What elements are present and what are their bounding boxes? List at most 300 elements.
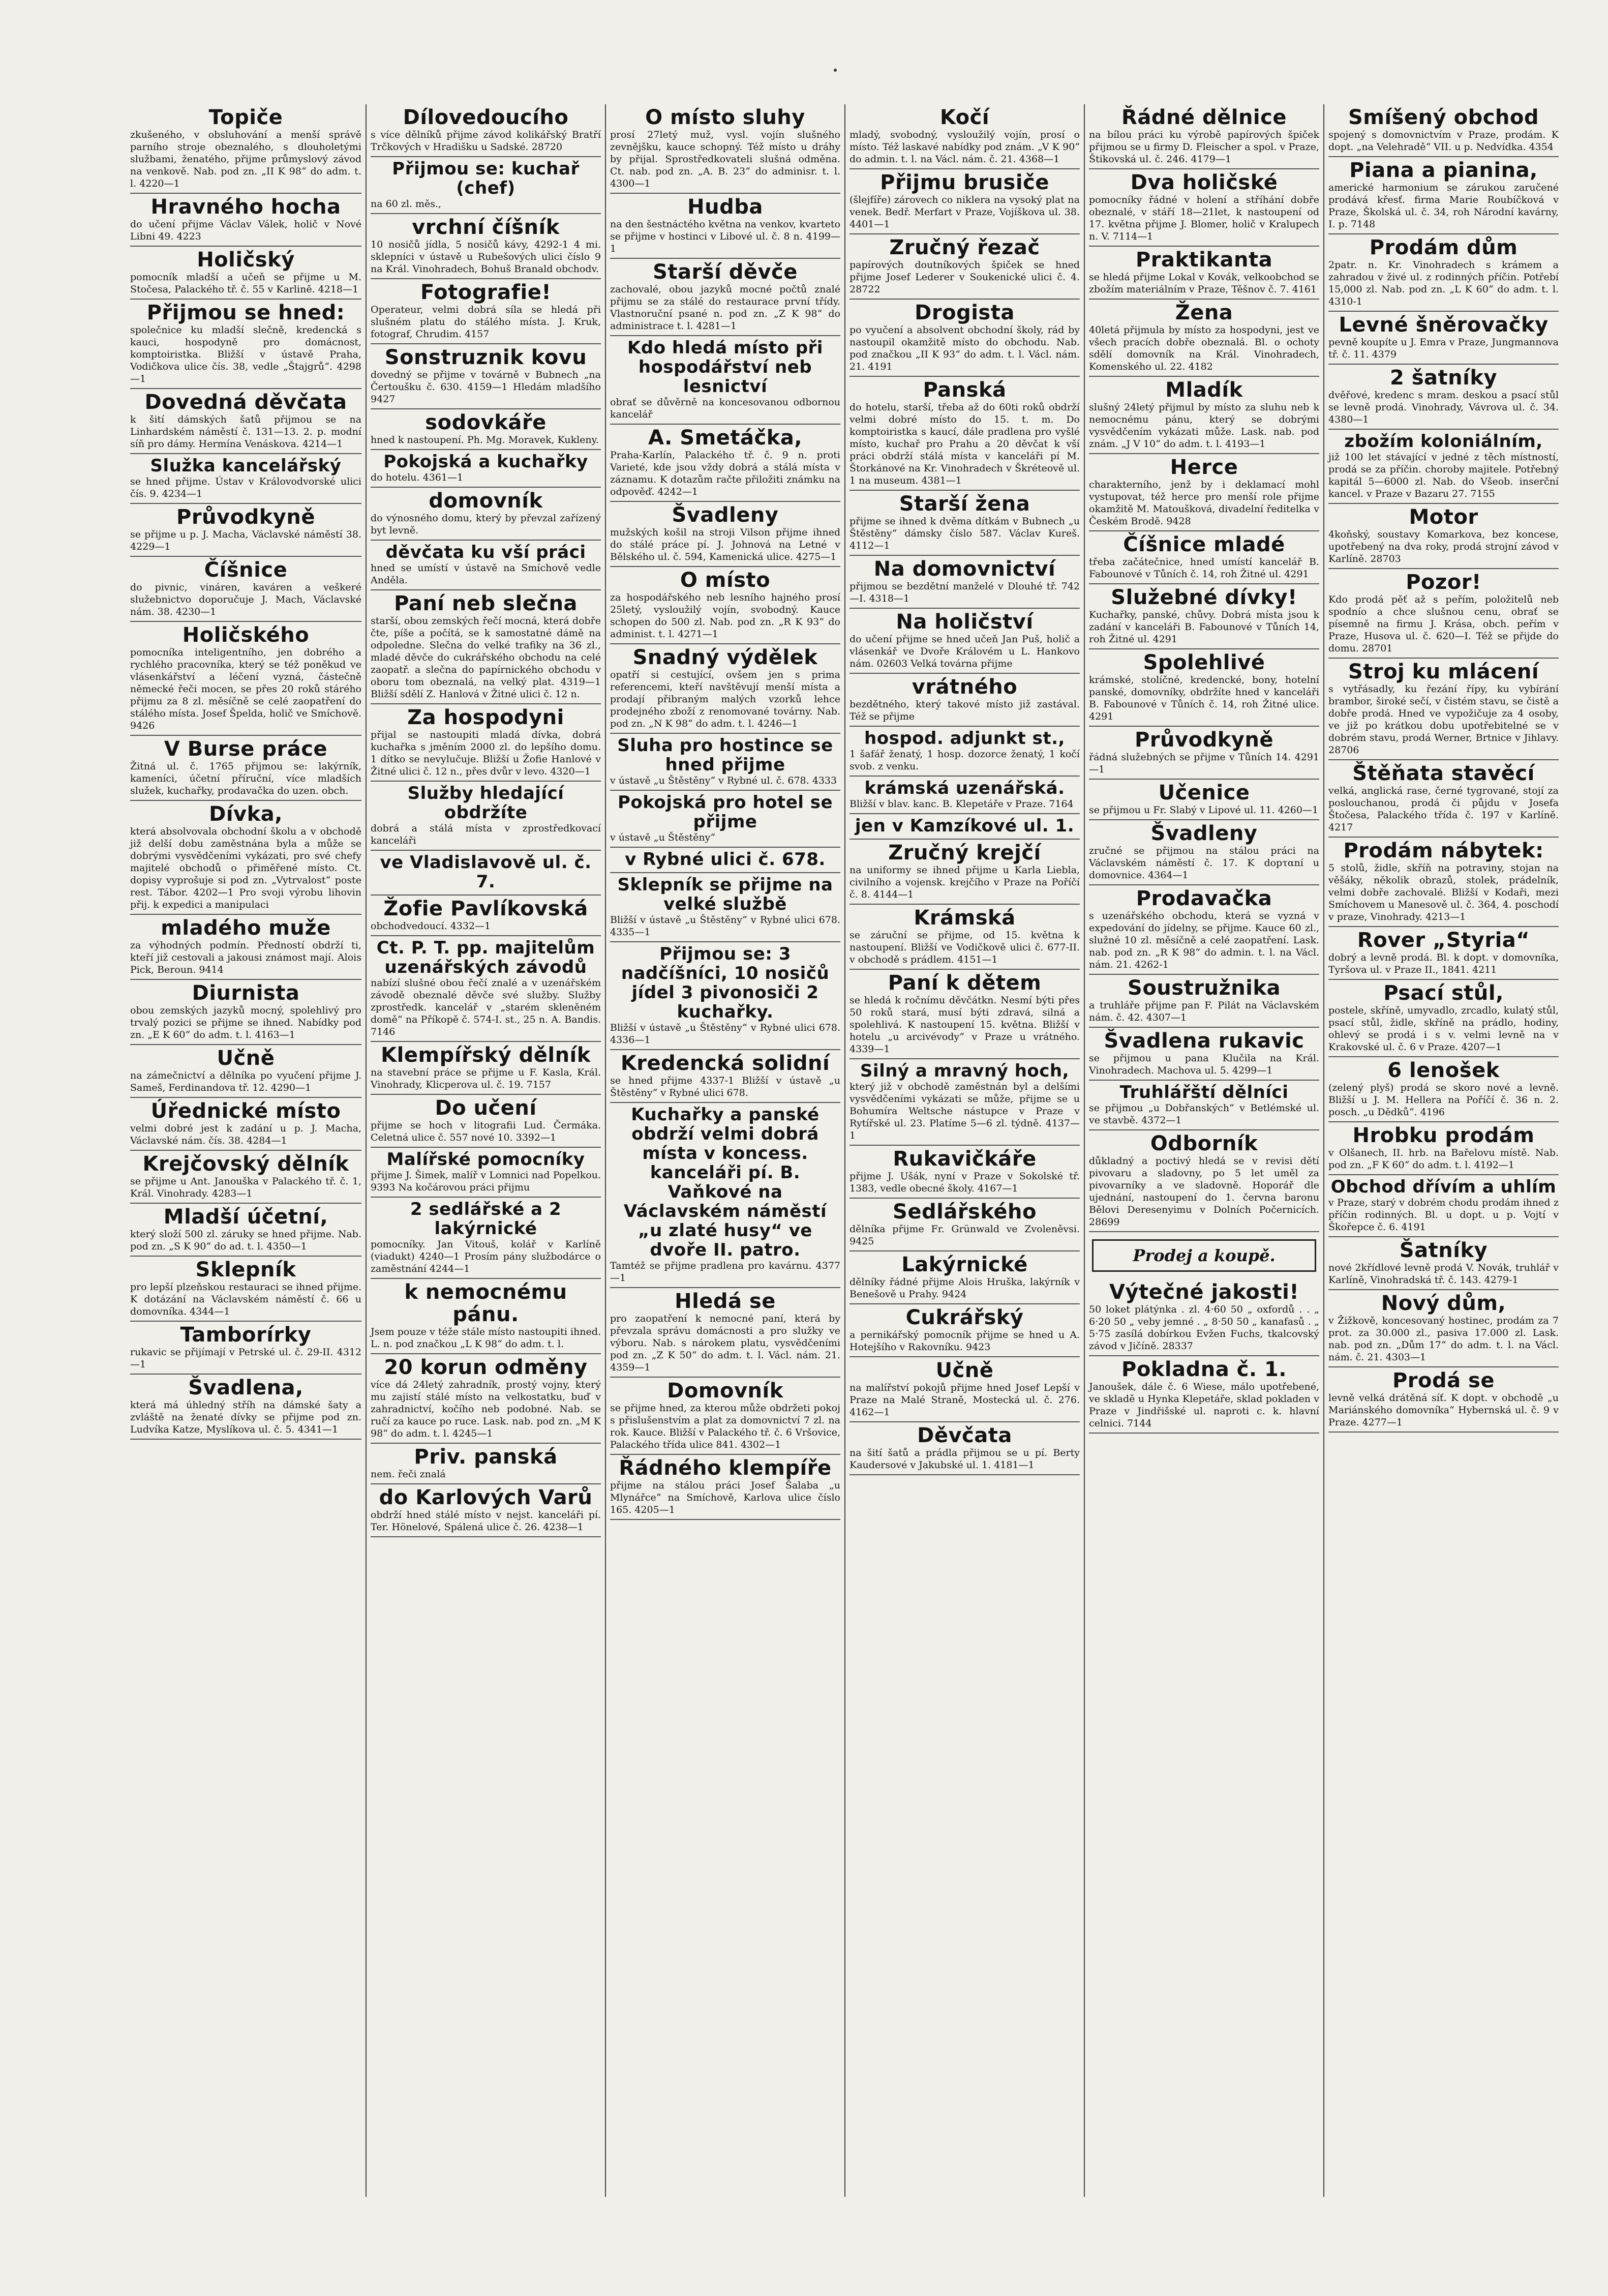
classified-ad — [1328, 1367, 1559, 1433]
ad-heading: Švadlena, — [188, 1376, 304, 1399]
ad-body: Kdo prodá pěť až s peřím, položitelů neb spodnío a chce slušnou cenu, obrať se písemně na firmu J. Krása, obch. peřím v Praze, Husova ul. č. 620—I. Též se přijde do domu. 28701 — [1328, 594, 1559, 654]
ad-heading: vrátného — [912, 675, 1018, 699]
classified-ad — [1089, 780, 1319, 820]
ad-heading: Dva holičské — [1130, 171, 1278, 194]
ad-body: Bližší v ústavě „u Štěstěny“ v Rybné ulici 678. 4335—1 — [610, 914, 840, 938]
ad-body: zkušeného, v obsluhování a menší správě parního stroje obeznalého, s dlouholetými službami, ženatého, přijme průmyslový závod na venkově. Nab. pod zn. „II K 98“ do adm. t. l. 4220—1 — [130, 129, 361, 189]
ad-heading: Číšnice mladé — [1123, 533, 1285, 556]
ad-body: se hned přijme 4337-1 Bližší v ústavě „u Štěstěny“ v Rybné ulici 678. — [610, 1075, 840, 1098]
classified-ad — [849, 905, 1080, 970]
ad-body: a pernikářský pomocník přijme se hned u A. Hotejšího v Rakovníku. 9423 — [849, 1329, 1080, 1353]
ad-heading: Rover „Styria“ — [1357, 929, 1530, 952]
classified-ad — [371, 1484, 601, 1537]
ad-body: přijme se hoch v litografii Lud. Čermáka. Celetná ulice č. 557 nové 10. 3392—1 — [371, 1120, 601, 1143]
ad-heading: Obchod dřívím a uhlím — [1330, 1177, 1557, 1197]
ad-body: spojený s domovnictvím v Praze, prodám. K dopt. „na Velehradě“ VII. u p. Nedvídka. 4354 — [1328, 129, 1559, 153]
ad-heading: Smíšený obchod — [1348, 106, 1539, 129]
ad-heading: Přijmou se: 3 nadčíšníci, 10 nosičů jídel 3 pivonosiči 2 kuchařky. — [621, 944, 830, 1022]
ad-body: obdrží hned stálé místo v nejst. kanceláři pí. Ter. Hönelové, Spálená ulice č. 26. 4238—1 — [371, 1509, 601, 1533]
column-5 — [1084, 104, 1323, 2197]
print-speck — [834, 69, 837, 72]
ad-body: dělníky řádné přijme Alois Hruška, lakýrník v Benešově u Prahy. 9424 — [849, 1276, 1080, 1300]
classified-ad — [1328, 569, 1559, 659]
classified-ad — [371, 1198, 601, 1279]
ad-body: do pivnic, vináren, kaváren a veškeré služebnictvo doporučuje J. Mach, Václavské nám. 38. 4230—1 — [130, 582, 361, 617]
ad-heading: Šatníky — [1399, 1239, 1488, 1262]
classified-ad — [130, 389, 361, 454]
ad-body: který již v obchodě zaměstnán byl a delšími vysvědčeními vykázati se může, přijme se u Bohumíra Weltsche nástupce v Praze v Rytířské ul. 23. Platíme 5—6 zl. týdně. 4137—1 — [849, 1081, 1080, 1141]
classified-ad — [1328, 1057, 1559, 1122]
ad-body: (šlejfíře) zárovech co niklera na vysoký plat na venek. Bedř. Merfart v Praze, Vojíškova ul. 38. 4401—1 — [849, 194, 1080, 230]
classified-ad — [130, 194, 361, 247]
ad-heading: Řádného klempíře — [619, 1456, 832, 1480]
ad-body: hned k nastoupení. Ph. Mg. Moravek, Kukleny. — [371, 434, 599, 445]
classified-ad — [849, 674, 1080, 727]
ad-heading: Zručný krejčí — [888, 841, 1041, 864]
ad-heading: Průvodkyně — [176, 505, 315, 529]
classified-ad — [1089, 454, 1319, 531]
ad-body: se hledá k ročnímu děvčátkn. Nesmí býti přes 50 roků stará, musí býti zdravá, silná a spolehlivá. K nastoupení 15. května. Bližší v hotelu „u arcivévody“ v Praze u vrátného. 4339—1 — [849, 995, 1080, 1055]
ad-body: pomocníky řádné v holení a stříhání dobře obeznalé, v stáří 18—21let, k nastoupení od 17. května přijme J. Blomer, holič v Kralupech n. V. 7114—1 — [1089, 194, 1319, 242]
ad-heading: Kredencká solidní — [620, 1052, 830, 1075]
ad-heading: Cukrářský — [905, 1306, 1024, 1329]
classified-ad — [371, 1444, 601, 1484]
classified-ad — [371, 936, 601, 1042]
ad-body: 10 nosičů jídla, 5 nosičů kávy, 4292-1 4 mi. sklepníci v ústavě u Rubešových ulici číslo 9 na Král. Vinohradech, Bohuš Branald obchodv. — [371, 239, 601, 275]
classified-ad — [371, 279, 601, 344]
classified-ad — [1328, 659, 1559, 760]
classified-ad — [130, 801, 361, 915]
classified-ad — [610, 1455, 840, 1520]
ad-heading: Prodavačka — [1136, 887, 1272, 910]
ad-heading: Přijmou se: kuchař (chef) — [392, 159, 580, 198]
ad-body: s uzenářského obchodu, která se vyzná v expedování do jídelny, se přijme. Kauce 60 zl., služné 10 zl. měsíčně a celé zaopatření. Lask. nab. pod zn. „R K 98“ do admin. t. l. na Václ. nám. 21. 4262-1 — [1089, 910, 1319, 970]
ad-heading: Číšnice — [204, 558, 288, 582]
ad-heading: Dovedná děvčata — [144, 391, 347, 414]
classified-ad — [1328, 234, 1559, 312]
classified-ad — [371, 541, 601, 590]
ad-body: na šití šatů a prádla přijmou se u pí. Berty Kaudersové v Jakubské ul. 1. 4181—1 — [849, 1447, 1080, 1471]
ad-body: obchodvedoucí. 4332—1 — [371, 920, 491, 932]
classified-ad — [1328, 365, 1559, 430]
classified-ad — [1328, 157, 1559, 234]
ad-heading: Drogista — [915, 301, 1015, 324]
classified-ad — [130, 300, 361, 389]
ad-body: dělníka přijme Fr. Grünwald ve Zvoleněvsi. 9425 — [849, 1224, 1080, 1247]
classified-ad — [610, 259, 840, 336]
classified-ad — [849, 970, 1080, 1059]
ad-body: s vytřásadly, ku řezání řípy, ku vybírání brambor, široké sečí, v čistém stavu, se čistě a dobře prodá. Hned ve vypožičuje za 4 osoby, ve již po krátkou dobu upotřebitelné se v dobrém stavu, prodá Werner, Brtnice v Jihlavy. 28706 — [1328, 683, 1559, 756]
classified-ad — [849, 727, 1080, 777]
classified-ad — [130, 1045, 361, 1098]
classified-ad — [849, 1146, 1080, 1199]
ad-heading: Soustružnika — [1128, 976, 1281, 1000]
ad-body: zručné se přijmou na stálou práci na Václavském náměstí č. 17. K dopταní u domovnice. 4364—1 — [1089, 845, 1319, 881]
ad-heading: 20 korun odměny — [384, 1356, 588, 1379]
ad-heading: Psací stůl, — [1383, 981, 1504, 1005]
ad-heading: jen v Kamzíkové ul. 1. — [855, 816, 1075, 836]
ad-heading: Starší děvče — [653, 260, 798, 284]
classified-ad — [1089, 727, 1319, 780]
ad-body: řádná služebných se přijme v Tůních 14. 4291—1 — [1089, 752, 1319, 775]
classified-ad — [1328, 430, 1559, 504]
ad-heading: hospod. adjunkt st., — [864, 728, 1065, 749]
classified-ad — [610, 502, 840, 567]
ad-heading: Snadný výdělek — [632, 646, 818, 669]
classified-ad — [371, 896, 601, 936]
ad-heading: Sedlářského — [893, 1200, 1037, 1224]
classified-ad — [130, 1098, 361, 1151]
ad-body: se přijmou u Fr. Slabý v Lipové ul. 11. 4260—1 — [1089, 804, 1319, 816]
ad-body: již 100 let stávající v jedné z těch místností, prodá se za příčin. choroby majitele. Potřebný kapitál 5—6000 zl. Nab. do Všeob. inserční kancel. v Praze v Bazaru 27. 7155 — [1328, 452, 1559, 499]
ad-heading: Hledá se — [675, 1290, 776, 1313]
section-banner-label: Prodej a koupě. — [1133, 1246, 1276, 1265]
ad-body: Bližší v blav. kanc. B. Klepetáře v Praze. 7164 — [849, 798, 1074, 810]
ad-heading: mladého muže — [161, 916, 331, 940]
ad-body: na 60 zl. měs., — [371, 198, 442, 210]
classified-ad — [1089, 247, 1319, 300]
ad-heading: Učně — [217, 1047, 275, 1070]
ad-body: se hned přijme. Ústav v Královodvorské ulici čís. 9. 4234—1 — [130, 476, 361, 499]
column-4 — [844, 104, 1084, 2197]
classified-ad — [849, 814, 1080, 840]
classified-ad — [371, 157, 601, 214]
classified-ad — [371, 344, 601, 409]
ad-body: která absolvovala obchodní školu a v obchodě již delší dobu zaměstnána byla a může se dobrými vysvědčeními vykázati, pro své chefy majitelé obchodů o přiměřené místo. Ct. dopisy vyprošuje si pod zn. „Vytrvalost“ poste rest. Tábor. 4202—1 Pro svoji výrobu lihovin přij. k expedici a manipulaci — [130, 826, 361, 910]
ad-heading: Na domovnictví — [873, 557, 1056, 581]
ad-heading: Výtečné jakosti! — [1109, 1280, 1299, 1304]
ad-body: dvěřové, kredenc s mram. deskou a psací stůl se levně prodá. Vinohrady, Vávrova ul. č. 34. 4380—1 — [1328, 390, 1559, 425]
classified-ad — [130, 1151, 361, 1204]
classified-ad — [1328, 504, 1559, 569]
ad-body: se hledá přijme Lokal v Kovák, velkoobchod se zbožím materiálním v Praze, Těšnov č. 7. 4161 — [1089, 272, 1319, 295]
classified-ad — [1089, 1356, 1319, 1434]
classified-ad — [130, 1257, 361, 1322]
classified-ad — [1089, 975, 1319, 1028]
ad-heading: Spolehlivé — [1143, 651, 1265, 674]
ad-heading: Tamborírky — [180, 1323, 312, 1347]
ad-body: Tamtéž se přijme pradlena pro kavárnu. 4377—1 — [610, 1260, 840, 1284]
ad-body: s více dělníků přijme závod kolikářský Bratří Trčkových v Hradišku u Sadské. 28720 — [371, 129, 601, 153]
ad-heading: zbožím koloniálním, — [1344, 431, 1543, 452]
ad-body: v Praze, starý v dobrém chodu prodám ihned z příčin rodinných. Bl. u dopt. u p. Vojtí v Škořepce č. 6. 4191 — [1328, 1197, 1559, 1233]
ad-heading: Přijmu brusiče — [880, 171, 1049, 194]
ad-body: bezdětného, který takové místo již zastával. Též se přijme — [849, 699, 1080, 722]
ad-heading: Truhlářští dělníci — [1119, 1082, 1289, 1102]
ad-heading: Prodá se — [1392, 1369, 1495, 1392]
classified-ad — [371, 782, 601, 851]
ad-heading: Fotografie! — [420, 281, 552, 304]
ad-heading: A. Smetáčka, — [648, 426, 803, 450]
ad-heading: Lakýrnické — [901, 1253, 1028, 1276]
ad-heading: Klempířský dělník — [381, 1043, 591, 1067]
classified-ad — [1089, 584, 1319, 649]
ad-body: velká, anglická rase, černé tygrované, stojí za poslouchanou, prodá či půjdu v Josefa Štočesa, Palackého třída č. 197 v Karlíně. 4217 — [1328, 785, 1559, 833]
classified-ad — [610, 942, 840, 1050]
ad-heading: O místo — [680, 569, 771, 592]
classified-ad — [610, 791, 840, 848]
ad-heading: Ct. P. T. pp. majitelům uzenářských závodů — [376, 938, 595, 977]
ad-body: přijme na stálou práci Josef Šalaba „u Mlynářce“ na Smíchově, Karlova ulice číslo 165. 4205—1 — [610, 1480, 840, 1515]
classified-ad — [849, 491, 1080, 556]
ad-heading: Panská — [923, 378, 1007, 402]
ad-body: do hotelu, starší, třeba až do 60ti roků obdrží velmi dobré místo do 15. t. m. Do komptoiristka s kaucí, dále pradlena pro vyšlé místo, kuchař pro Prahu a 20 děvčat k vší práci obdrží stálá místa v kanceláři pí M. Štorkánové na Kr. Vinohradech v Škréteově ul. 1 na museum. 4381—1 — [849, 402, 1080, 486]
ad-heading: Učenice — [1158, 781, 1250, 804]
ad-body: 40letá přijmula by místo za hospodyni, jest ve všech pracích dobře obeznalá. Bl. o ochoty sdělí domovník na Král. Vinohradech, Komenského ul. 22. 4182 — [1089, 324, 1319, 372]
section-banner — [1092, 1239, 1316, 1272]
ad-body: na zámečnictví a dělníka po vyučení přijme J. Sameš, Ferdinandova tř. 12. 4290—1 — [130, 1070, 361, 1093]
classified-ad — [849, 169, 1080, 234]
classified-ad — [1328, 1122, 1559, 1175]
classified-ad — [371, 214, 601, 279]
classified-ad — [610, 425, 840, 502]
ad-body: v ústavě „u Štěstěny“ — [610, 832, 716, 843]
classified-ad — [849, 1304, 1080, 1357]
classified-ad — [610, 1378, 840, 1455]
ad-body: třeba začátečnice, hned umístí kancelář B. Fabounové v Tůních č. 14, roh Žitné ul. 4291 — [1089, 556, 1319, 580]
ad-body: přijme J. Šimek, malíř v Lomnici nad Popelkou. 9393 Na kočárovou práci přijmu — [371, 1170, 601, 1193]
ad-body: (zelený plyš) prodá se skoro nové a levně. Bližší u J. M. Hellera na Poříčí č. 36 n. 2. posch. „u Dědků“. 4196 — [1328, 1082, 1559, 1118]
classified-ad — [849, 1251, 1080, 1304]
classified-ad — [849, 377, 1080, 491]
ad-body: pro zaopatření k nemocné paní, která by převzala správu domácnosti a pro služky ve výboru. Nab. s nárokem platu, vysvědčeními pod zn. „Z K 50“ do adm. t. l. Václ. nám. 21. 4359—1 — [610, 1313, 840, 1373]
ad-body: krámské, stolíčné, kredencké, bony, hotelní panské, domovníky, obdržíte hned v kanceláři B. Fabounové v Tůních č. 14, roh Žitné ulice. 4291 — [1089, 674, 1319, 722]
classified-ad — [130, 1322, 361, 1375]
ad-heading: Praktikanta — [1135, 248, 1273, 272]
ad-heading: Holičského — [182, 623, 310, 647]
ad-body: Žitná ul. č. 1765 přijmou se: lakýrník, kameníci, účetní příruční, více mladších služek, kuchařky, prodavačka do uzen. obch. — [130, 761, 361, 796]
ad-heading: Prodám dům — [1369, 236, 1518, 259]
ad-heading: Kočí — [939, 106, 990, 129]
classified-ad — [371, 450, 601, 488]
ad-body: Bližší v ústavě „u Štěstěny“ v Rybné ulici 678. 4336—1 — [610, 1022, 840, 1046]
classified-ad — [371, 704, 601, 782]
ad-heading: vrchní číšník — [412, 216, 560, 239]
classified-ad — [610, 873, 840, 942]
ad-body: přijal se nastoupiti mladá dívka, dobrá kuchařka s jměním 2000 zl. do lepšího domu. 1 dítko se nevylučuje. Bližší u Žofie Hanlové v Žitné ulici č. 12 n., přes dvůr v levo. 4320—1 — [371, 729, 601, 777]
ad-heading: Švadleny — [672, 503, 779, 527]
ad-body: starší, obou zemských řečí mocná, která dobře čte, píše a počítá, se k samostatné dámě na odpoledne. Slečna do velké trafiky na 36 zl., mladé děvče do cukrářského obchodu na celé zaopatř. a slečna do papírnického obchodu v oboru tom obeznalá, na velký plat. 4319—1 Bližší sdělí Z. Hanlová v Žitné ulici č. 12 n. — [371, 615, 601, 700]
ad-body: hned se umístí v ústavě na Smíchově vedle Anděla. — [371, 562, 601, 586]
column-6 — [1323, 104, 1563, 2197]
ad-body: pevně koupíte u J. Emra v Praze, Jungmannova tř. č. 11. 4379 — [1328, 337, 1559, 360]
classified-ad — [130, 454, 361, 504]
classified-ad — [1089, 1028, 1319, 1081]
ad-body: prosí 27letý muž, vysl. vojín slušného zevnějšku, kauce schopný. Též místo u dráhy by přijal. Sprostředkovateli slušná odměna. Ct. nab. pod zn. „A. B. 23“ do adminisr. t. l. 4300—1 — [610, 129, 840, 189]
ad-body: mladý, svobodný, vysloužilý vojín, prosí o místo. Též laskavé nabídky pod znám. „V K 90“ do admin. t. l. na Václ. nám. č. 21. 4368—1 — [849, 129, 1080, 165]
ad-body: do hotelu. 4361—1 — [371, 472, 464, 483]
ad-body: důkladný a poctivý hledá se v revisi dětí pivovaru a sladovny, po 5 let uměl za pivovarníky a ve sladovně. Hoporář dle ujednání, nastoupení do 1. června baronu Bělovi Deresenyimu v Dolních Počernicích. 28699 — [1089, 1155, 1319, 1228]
ad-body: nové 2křídlové levně prodá V. Novák, truhlář v Karlíně, Vinohradská tř. č. 143. 4279-1 — [1328, 1262, 1559, 1286]
ad-body: americké harmonium se zárukou zaručené prodává křesť. firma Marie Roubíčková v Praze, Školská ul. č. 34, roh Národní kavárny, I. p. 7148 — [1328, 182, 1559, 230]
ad-body: charakterního, jenž by i deklamací mohl vystupovat, též herce pro menší role přijme okamžitě M. Matoušková, divadelní ředitelka v Českém Brodě. 9428 — [1089, 479, 1319, 527]
ad-body: Kuchařky, panské, chůvy. Dobrá místa jsou k zadání v kanceláři B. Fabounové v Tůních 14, roh Žitné ul. 4291 — [1089, 609, 1319, 645]
ad-body: v Žižkově, koncesovaný hostinec, prodám za 7 prot. za 30.000 zl., pasiva 17.000 zl. Lask. nab. pod zn. „Dům 17“ do adm. t. l. na Václ. nám. č. 21. 4303—1 — [1328, 1315, 1559, 1363]
ad-heading: Za hospodyni — [407, 706, 564, 729]
ad-heading: Sonstruznik kovu — [384, 346, 587, 369]
ad-body: na uniformy se ihned přijme u Karla Liebla, civilního a vojensk. krejčího v Praze na Poříčí č. 8. 4144—1 — [849, 864, 1080, 900]
ad-body: papírových doutníkových špiček se hned přijme Josef Lederer v Soukenické ulici č. 4. 28722 — [849, 259, 1080, 295]
classified-ad — [1328, 312, 1559, 365]
classified-ad — [1089, 377, 1319, 454]
ad-heading: k nemocnému pánu. — [404, 1280, 567, 1326]
classified-ad — [610, 194, 840, 259]
classified-ad — [371, 409, 601, 450]
ad-body: se přijme hned, za kterou může obdržeti pokoj s přislušenstvím a plat za domovnictví 7 zl. na rok. Kauce. Bližší v Palackého tř. č. 6 Vršovice, Palackého třída ulice 841. 4302—1 — [610, 1403, 840, 1450]
ad-body: za výhodných podmín. Předností obdrží ti, kteří již cestovali a jakousi známost mají. Alois Pick, Beroun. 9414 — [130, 940, 361, 975]
ad-heading: Domovník — [667, 1379, 783, 1403]
ad-body: pomocníky. Jan Vitouš, kolář v Karlíně (viadukt) 4240—1 Prosím pány službodárce o zaměstnání 4244—1 — [371, 1239, 601, 1274]
ad-heading: Služka kancelářský — [150, 456, 342, 476]
classified-ad — [130, 557, 361, 622]
classified-ad — [130, 736, 361, 801]
ad-heading: Herce — [1170, 456, 1238, 479]
ad-body: a truhláře přijme pan F. Pilát na Václavském nám. č. 42. 4307—1 — [1089, 1000, 1319, 1023]
ad-heading: Do učení — [435, 1096, 537, 1120]
ad-body: Jsem pouze v téže stále místo nastoupiti ihned. L. n. pod značkou „L K 98“ do adm. t. l. — [371, 1326, 601, 1350]
ad-body: 1 šafář ženatý, 1 hosp. dozorce ženatý, 1 kočí svob. z venku. — [849, 749, 1080, 772]
ad-heading: Děvčata — [917, 1424, 1012, 1447]
ad-heading: Motor — [1409, 505, 1478, 529]
ad-heading: Sklepník — [195, 1258, 296, 1281]
ad-heading: Levné šněrovačky — [1339, 313, 1549, 337]
ad-body: na den šestnáctého května na venkov, kvarteto se přijme v hostinci v Libové ul. č. 8 n. 4199—1 — [610, 219, 840, 254]
ad-body: na bílou práci ku výrobě papírových špiček přijmou se u firmy D. Fleischer a spol. v Praze, Štikovská ul. č. 246. 4179—1 — [1089, 129, 1319, 165]
ad-body: v Olšanech, II. hrb. na Bařelovu místě. Nab. pod zn. „F K 60“ do adm. t. l. 4192—1 — [1328, 1147, 1559, 1171]
ad-heading: Služby hledající obdržíte — [407, 783, 564, 823]
classified-ad — [849, 1059, 1080, 1146]
classified-ad — [1089, 1081, 1319, 1130]
classified-ad — [610, 644, 840, 734]
ad-heading: Rukavičkáře — [893, 1147, 1037, 1171]
classified-ad — [1089, 820, 1319, 885]
ad-body: po vyučení a absolvent obchodní školy, rád by nastoupil okamžitě místo do obchodu. Nab. pod značkou „II K 93“ do adm. t. l. Václ. nám. 21. 4191 — [849, 324, 1080, 372]
ad-heading: Učně — [935, 1359, 994, 1382]
ad-body: se přijmou u pana Klučila na Král. Vinohradech. Machova ul. 5. 4299—1 — [1089, 1053, 1319, 1076]
ad-heading: 6 lenošek — [1387, 1059, 1500, 1082]
ad-heading: Paní k dětem — [888, 971, 1042, 995]
ad-body: na stavební práce se přijme u F. Kasla, Král. Vinohrady, Klicperova ul. č. 19. 7157 — [371, 1067, 601, 1090]
ad-body: společnice ku mladší slečně, kredencká s kauci, hospodyně pro domácnost, komptoiristka. Bližší v ústavě Praha, Vodičkova ulice čís. 38, vedle „Štajgrů“. 4298—1 — [130, 324, 361, 384]
classified-ad — [371, 488, 601, 541]
ad-body: Operateur, velmi dobrá síla se hledá při slušném platu do stálého místa. J. Kruk, fotograf, Chrudim. 4157 — [371, 304, 601, 340]
ad-body: za hospodářského neb lesního hajného prosí 25letý, vysloužilý vojín, svobodný. Kauce schopen do 500 zl. Nab. pod zn. „R K 93“ do administ. t. l. 4271—1 — [610, 592, 840, 640]
ad-heading: Pokojská pro hotel se přijme — [617, 792, 833, 832]
classified-ad — [371, 851, 601, 896]
classified-ad — [1089, 885, 1319, 975]
ad-body: který složí 500 zl. záruky se hned přijme. Nab. pod zn. „S K 90“ do ad. t. l. 4350—1 — [130, 1229, 361, 1252]
ad-heading: Stroj ku mlácení — [1348, 660, 1539, 683]
classified-ad — [849, 1357, 1080, 1422]
ad-heading: Topiče — [208, 106, 283, 129]
ad-heading: 2 šatníky — [1389, 366, 1498, 390]
ad-body: levně velká drátěná síť. K dopt. v obchodě „u Mariánského domovníka“ Hybernská ul. č. 9 v Praze. 4277—1 — [1328, 1392, 1559, 1428]
ad-heading: Kdo hledá místo při hospodářství neb lesnictví — [627, 338, 823, 397]
ad-heading: Pokladna č. 1. — [1121, 1358, 1287, 1381]
classified-ad — [130, 1204, 361, 1257]
classified-ad — [130, 622, 361, 736]
column-1 — [126, 104, 366, 2197]
ad-heading: Pokojská a kuchařky — [383, 452, 588, 472]
classified-ad — [610, 336, 840, 425]
classified-ad — [1328, 104, 1559, 157]
ad-body: nem. řeči znalá — [371, 1469, 446, 1480]
ad-body: velmi dobré jest k zadání u p. J. Macha, Václavské nám. čís. 38. 4284—1 — [130, 1123, 361, 1146]
ad-body: v ústavě „u Štěstěny“ v Rybné ul. č. 678. 4333 — [610, 775, 837, 786]
ad-heading: Dívka, — [209, 802, 283, 826]
classified-ad — [371, 104, 601, 157]
ad-heading: Na holičství — [896, 610, 1034, 634]
ad-body: přijme se ihned k dvěma dítkám v Bubnech „u Štěstěny“ dámsky číslo 587. Václav Kureš. 4112—1 — [849, 516, 1080, 551]
classified-ad — [849, 1422, 1080, 1475]
ad-body: obrať se důvěrně na koncesovanou odbornou kancelář — [610, 397, 840, 420]
ad-body: pro lepší plzeňskou restauraci se ihned přijme. K dotázání na Václavském náměstí č. 66 u domovníka. 4344—1 — [130, 1281, 361, 1317]
classified-ad — [371, 1354, 601, 1444]
classified-columns — [126, 104, 1565, 2197]
ad-heading: Hravného hocha — [150, 195, 341, 219]
classified-ad — [849, 1199, 1080, 1251]
ad-body: 50 loket plátýnka . zl. 4·60 50 „ oxfordů . . „ 6·20 50 „ veby jemné . „ 8·50 50 „ kanafasů . „ 5·75 zasílá dobírkou Evžen Fuchs, tkalcovský závod v Jičíně. 28337 — [1089, 1304, 1319, 1352]
classified-ad — [1089, 300, 1319, 377]
ad-heading: V Burse práce — [164, 737, 328, 761]
classified-ad — [610, 1288, 840, 1378]
ad-body: do učení přijme Václav Válek, holič v Nové Libni 49. 4223 — [130, 219, 361, 242]
ad-body: se přijmou „u Dobřanských“ v Betlémské ul. ve stavbě. 4372—1 — [1089, 1102, 1319, 1126]
ad-heading: Kuchařky a panské obdrží velmi dobrá místa v koncess. kanceláři pí. B. Vaňkové na Václavském náměstí „u zlaté husy“ ve dvoře II. patro. — [623, 1105, 827, 1260]
ad-body: zachovalé, obou jazyků mocné počtů znalé přijmu se za stálé do restaurace první třídy. Vlastnoruční psané n. pod zn. „Z K 98“ do administrace t. l. 4281—1 — [610, 284, 840, 332]
ad-body: pomocník mladší a učeň se přijme u M. Stočesa, Palackého tř. č. 55 v Karlině. 4218—1 — [130, 272, 361, 295]
ad-heading: Průvodkyně — [1135, 728, 1273, 752]
ad-heading: Odborník — [1150, 1132, 1258, 1155]
ad-body: na malířství pokojů přijme hned Josef Lepší v Praze na Malé Straně, Mostecká ul. č. 276. 4162—1 — [849, 1382, 1080, 1418]
classified-ad — [1089, 104, 1319, 169]
ad-heading: Švadleny — [1150, 822, 1258, 845]
classified-ad — [610, 104, 840, 194]
classified-ad — [849, 234, 1080, 300]
ad-heading: 2 sedlářské a 2 lakýrnické — [410, 1199, 562, 1239]
classified-ad — [849, 609, 1080, 674]
ad-heading: Sklepník se přijme na velké službě — [617, 875, 833, 914]
classified-ad — [371, 590, 601, 704]
ad-heading: Priv. panská — [414, 1445, 558, 1469]
ad-body: do učení přijme se hned učeň Jan Puš, holič a vlásenkář ve Dvoře Královém u L. Hankovo nám. 02603 Velká továrna přijme — [849, 634, 1080, 669]
classified-ad — [130, 915, 361, 980]
ad-body: 2patr. n. Kr. Vinohradech s krámem a zahradou v živé ul. z rodinných příčin. Potřebí 15,000 zl. Nab. pod zn. „L K 60“ do adm. t. l. 4310-1 — [1328, 259, 1559, 307]
ad-heading: Úřednické místo — [150, 1099, 341, 1123]
ad-heading: O místo sluhy — [645, 106, 805, 129]
classified-ad — [610, 848, 840, 873]
ad-heading: Diurnista — [192, 981, 300, 1005]
classified-ad — [371, 1148, 601, 1198]
ad-body: která má úhledný stříh na dámské šaty a zvláště na ženaté dívky se přijme pod zn. Ludvíka Katze, Myslíkova ul. č. 5. 4341—1 — [130, 1399, 361, 1435]
classified-ad — [849, 556, 1080, 609]
ad-body: postele, skříně, umyvadlo, zrcadlo, kulatý stůl, psací stůl, židle, skříně na prádlo, hodiny, ohlevý se prodá i s v. velmi levně na v Krakovské ul. č. 6 v Praze. 4207—1 — [1328, 1005, 1559, 1053]
ad-heading: Nový dům, — [1381, 1292, 1506, 1315]
ad-body: slušný 24letý přijmul by místo za sluhu neb k nemocnému pánu, který se dobrými vysvědčením vykázati může. Lask. nab. pod znám. „J V 10“ do adm. t. l. 4193—1 — [1089, 402, 1319, 450]
ad-heading: do Karlových Varů — [379, 1486, 593, 1509]
ad-body: rukavic se přijímají v Petrské ul. č. 29-II. 4312—1 — [130, 1347, 361, 1370]
ad-heading: ve Vladislavově ul. č. 7. — [380, 852, 592, 892]
classified-ad — [130, 504, 361, 557]
classified-ad — [371, 1042, 601, 1095]
classified-ad — [371, 1095, 601, 1148]
ad-heading: Hudba — [687, 195, 763, 219]
classified-ad — [849, 104, 1080, 169]
ad-body: dovedný se přijme v továrně v Bubnech „na Čertoušku č. 630. 4159—1 Hledám mladšího 9427 — [371, 369, 601, 405]
ad-heading: Žena — [1175, 301, 1233, 324]
classified-ad — [1089, 1130, 1319, 1232]
classified-ad — [130, 104, 361, 194]
